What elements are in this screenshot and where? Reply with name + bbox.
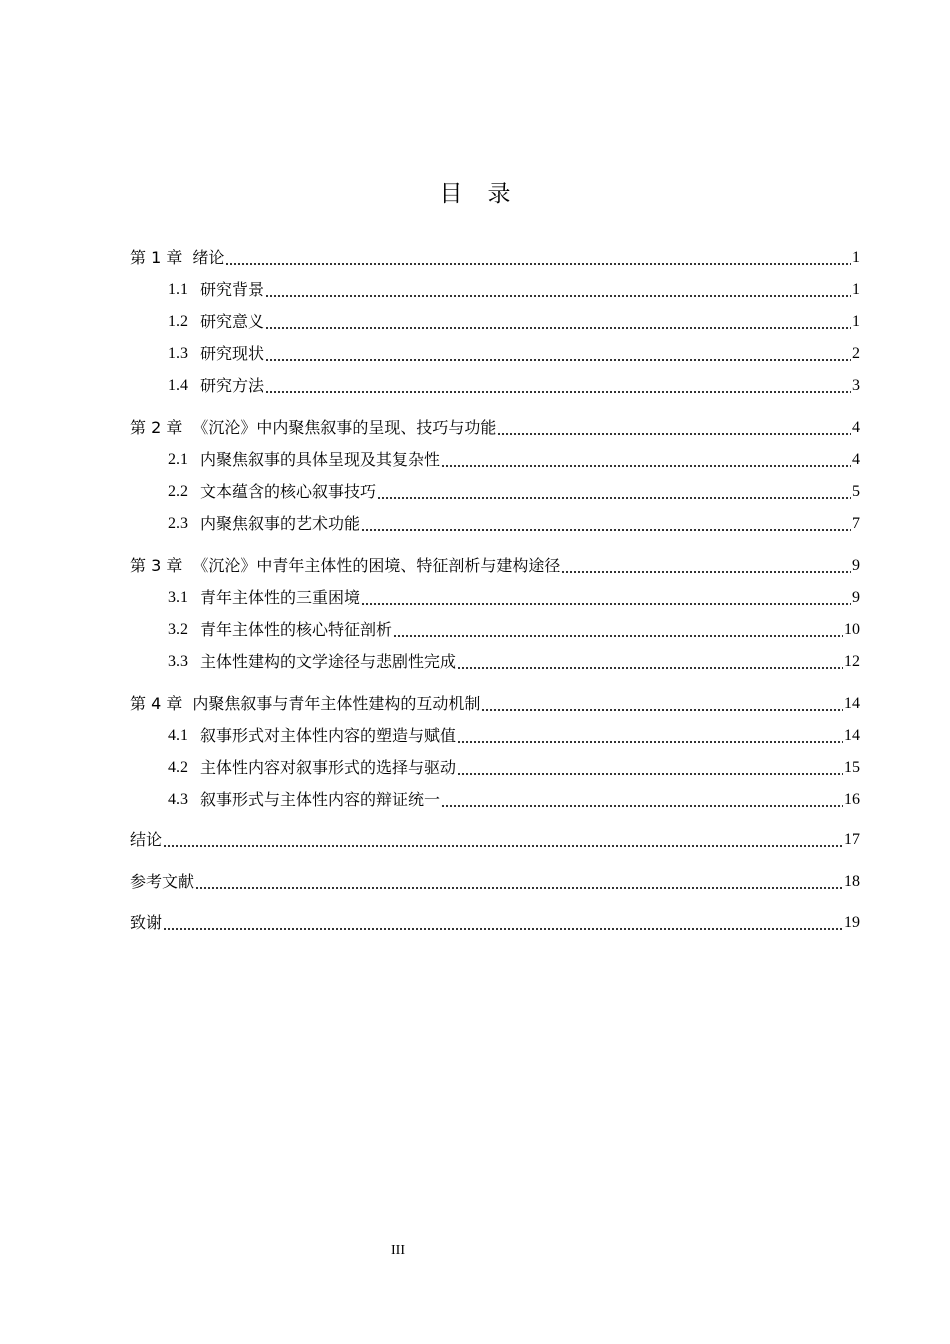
toc-entry-label: 叙事形式与主体性内容的辩证统一 (200, 790, 441, 809)
toc-entry-label: 主体性建构的文学途径与悲剧性完成 (200, 652, 457, 671)
toc-entry-label: 文本蕴含的核心叙事技巧 (200, 482, 377, 501)
toc-entry-number: 第 3 章 (130, 556, 183, 575)
toc-dot-leader (361, 510, 851, 538)
toc-entry-label: 内聚焦叙事与青年主体性建构的互动机制 (192, 694, 481, 713)
toc-entry-page-number: 19 (844, 914, 860, 931)
toc-entry-page-number: 9 (852, 557, 860, 574)
toc-entry[interactable] (130, 276, 860, 304)
toc-entry-number: 3.3 (168, 653, 188, 670)
toc-entry[interactable] (130, 722, 860, 750)
toc-entry-label: 《沉沦》中青年主体性的困境、特征剖析与建构途径 (192, 556, 561, 575)
toc-entry[interactable] (130, 909, 860, 937)
toc-entry-number: 第 2 章 (130, 418, 183, 437)
toc-entry-number: 4.3 (168, 791, 188, 808)
page-number-footer: III (391, 1243, 405, 1258)
toc-entry-label: 参考文献 (130, 872, 195, 891)
toc-dot-leader (457, 754, 843, 782)
toc-entry-number: 3.1 (168, 589, 188, 606)
toc-entry-number: 4.2 (168, 759, 188, 776)
toc-dot-leader (441, 786, 843, 814)
toc-dot-leader (265, 308, 851, 336)
toc-entry-page-number: 14 (844, 727, 860, 744)
page-title: 目录 (439, 181, 536, 207)
toc-dot-leader (163, 826, 843, 854)
toc-entry[interactable] (130, 584, 860, 612)
toc-entry-label: 《沉沦》中内聚焦叙事的呈现、技巧与功能 (192, 418, 497, 437)
toc-entry-label: 叙事形式对主体性内容的塑造与赋值 (200, 726, 457, 745)
toc-entry-page-number: 14 (844, 695, 860, 712)
toc-entry-number: 2.1 (168, 451, 188, 468)
toc-entry-number: 4.1 (168, 727, 188, 744)
toc-entry[interactable] (130, 754, 860, 782)
toc-entry-number: 3.2 (168, 621, 188, 638)
toc-entry-label: 结论 (130, 830, 163, 849)
toc-dot-leader (481, 690, 843, 718)
toc-entry-label: 绪论 (192, 248, 225, 267)
toc-entry-label: 研究意义 (200, 312, 265, 331)
toc-entry-page-number: 12 (844, 653, 860, 670)
toc-entry-page-number: 4 (852, 451, 860, 468)
toc-entry-number: 第 1 章 (130, 248, 183, 267)
toc-dot-leader (195, 868, 843, 896)
toc-entry-label: 青年主体性的核心特征剖析 (200, 620, 393, 639)
toc-entry-number: 2.2 (168, 483, 188, 500)
toc-entry-label: 研究方法 (200, 376, 265, 395)
toc-entry[interactable] (130, 552, 860, 580)
toc-dot-leader (561, 552, 851, 580)
toc-entry[interactable] (130, 616, 860, 644)
toc-entry[interactable] (130, 510, 860, 538)
toc-dot-leader (441, 446, 851, 474)
toc-entry[interactable] (130, 340, 860, 368)
toc-dot-leader (377, 478, 851, 506)
toc-entry-number: 1.2 (168, 313, 188, 330)
toc-entry-page-number: 1 (852, 281, 860, 298)
toc-entry-label: 研究背景 (200, 280, 265, 299)
toc-dot-leader (265, 372, 851, 400)
toc-entry[interactable] (130, 446, 860, 474)
toc-entry-number: 2.3 (168, 515, 188, 532)
toc-entry-label: 内聚焦叙事的艺术功能 (200, 514, 361, 533)
toc-entry-page-number: 18 (844, 873, 860, 890)
toc-dot-leader (225, 244, 851, 272)
toc-entry[interactable] (130, 244, 860, 272)
toc-entry-label: 主体性内容对叙事形式的选择与驱动 (200, 758, 457, 777)
toc-entry-page-number: 16 (844, 791, 860, 808)
toc-dot-leader (457, 648, 843, 676)
toc-entry-number: 1.4 (168, 377, 188, 394)
toc-entry[interactable] (130, 308, 860, 336)
toc-entry-number: 1.3 (168, 345, 188, 362)
toc-entry-number: 第 4 章 (130, 694, 183, 713)
toc-entry[interactable] (130, 690, 860, 718)
toc-entry-number: 1.1 (168, 281, 188, 298)
toc-entry[interactable] (130, 648, 860, 676)
toc-entry[interactable] (130, 786, 860, 814)
toc-entry[interactable] (130, 414, 860, 442)
toc-dot-leader (393, 616, 843, 644)
toc-entry-page-number: 5 (852, 483, 860, 500)
toc-entry-page-number: 2 (852, 345, 860, 362)
toc-dot-leader (457, 722, 843, 750)
toc-entry-label: 致谢 (130, 913, 163, 932)
toc-entry-page-number: 9 (852, 589, 860, 606)
toc-entry[interactable] (130, 372, 860, 400)
toc-entry[interactable] (130, 478, 860, 506)
toc-dot-leader (265, 276, 851, 304)
toc-dot-leader (361, 584, 851, 612)
toc-entry-page-number: 17 (844, 831, 860, 848)
toc-entry-page-number: 3 (852, 377, 860, 394)
toc-entry-page-number: 1 (852, 249, 860, 266)
toc-entry-label: 内聚焦叙事的具体呈现及其复杂性 (200, 450, 441, 469)
toc-entry-label: 青年主体性的三重困境 (200, 588, 361, 607)
toc-entry-page-number: 7 (852, 515, 860, 532)
toc-entry-page-number: 1 (852, 313, 860, 330)
toc-entry-page-number: 15 (844, 759, 860, 776)
toc-dot-leader (265, 340, 851, 368)
toc-entry-page-number: 4 (852, 419, 860, 436)
toc-entry-label: 研究现状 (200, 344, 265, 363)
toc-dot-leader (163, 909, 843, 937)
toc-dot-leader (497, 414, 851, 442)
toc-entry[interactable] (130, 868, 860, 896)
toc-entry[interactable] (130, 826, 860, 854)
toc-entry-page-number: 10 (844, 621, 860, 638)
